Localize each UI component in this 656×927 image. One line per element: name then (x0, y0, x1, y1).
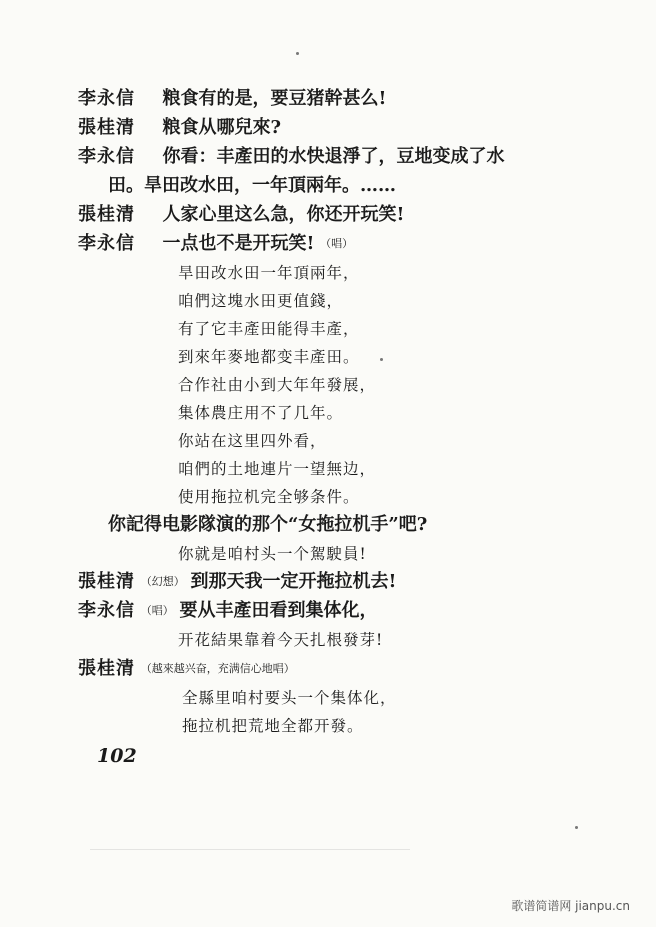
dialogue-line (78, 658, 295, 680)
speaker-name: 張桂清 (78, 204, 135, 225)
dialogue-text: 你看：丰產田的水快退淨了，豆地变成了水 (162, 146, 505, 167)
dialogue-line (78, 88, 386, 110)
dialogue-line (78, 204, 404, 226)
speaker-name: 李永信 (78, 88, 135, 109)
dialogue-text: 要从丰產田看到集体化， (179, 600, 378, 621)
watermark: 歌谱简谱网 jianpu.cn (511, 899, 630, 913)
dialogue-text: 粮食有的是，要豆猪幹甚么! (162, 88, 387, 109)
dialogue-line (78, 146, 504, 168)
dialogue-line (78, 117, 281, 139)
dialogue-text: 田。旱田改水田，一年頂兩年。…… (108, 175, 396, 196)
scan-speck (296, 52, 299, 55)
lyric-line: 有了它丰產田能得丰產， (178, 320, 360, 338)
stage-direction: （唱） (320, 237, 354, 250)
dialogue-line (78, 571, 396, 593)
stage-direction: （越來越兴奋，充满信心地唱） (140, 662, 295, 675)
faint-rule (90, 849, 410, 850)
dialogue-line (78, 233, 353, 255)
speaker-name: 李永信 (78, 600, 135, 621)
speaker-name: 李永信 (78, 146, 135, 167)
scan-speck (380, 358, 383, 361)
dialogue-text: 人家心里这么急，你还开玩笑! (162, 204, 405, 225)
page-number: 102 (97, 745, 137, 767)
scan-speck (575, 826, 578, 829)
dialogue-text: 到那天我一定开拖拉机去! (190, 571, 397, 592)
lyric-line: 你就是咱村头一个駕駛員! (178, 545, 367, 563)
dialogue-line (78, 600, 377, 622)
stage-direction: （唱） (140, 604, 174, 617)
speaker-name: 李永信 (78, 233, 135, 254)
lyric-line: 咱們的土地連片一望無边， (178, 460, 377, 478)
speaker-name: 張桂清 (78, 117, 135, 138)
lyric-line: 全縣里咱村要头一个集体化， (182, 689, 397, 707)
speaker-name: 張桂清 (78, 658, 135, 679)
spoken-line: 你記得电影隊演的那个“女拖拉机手”吧? (108, 514, 428, 535)
dialogue-text: 粮食从哪兒來? (162, 117, 282, 138)
lyric-line: 拖拉机把荒地全都开發。 (182, 717, 364, 735)
lyric-line: 合作社由小到大年年發展， (178, 376, 377, 394)
lyric-line: 使用拖拉机完全够条件。 (178, 488, 360, 506)
dialogue-text: 一点也不是开玩笑! (162, 233, 315, 254)
stage-direction: （幻想） (140, 575, 185, 588)
lyric-line: 你站在这里四外看， (178, 432, 327, 450)
lyric-line: 开花結果靠着今天扎根發芽! (178, 631, 384, 649)
dialogue-continuation (108, 175, 396, 197)
lyric-line: 到來年麥地都变丰產田。 (178, 348, 360, 366)
lyric-line: 旱田改水田一年頂兩年， (178, 264, 360, 282)
lyric-line: 咱們这塊水田更值錢， (178, 292, 344, 310)
lyric-line: 集体農庄用不了几年。 (178, 404, 344, 422)
speaker-name: 張桂清 (78, 571, 135, 592)
